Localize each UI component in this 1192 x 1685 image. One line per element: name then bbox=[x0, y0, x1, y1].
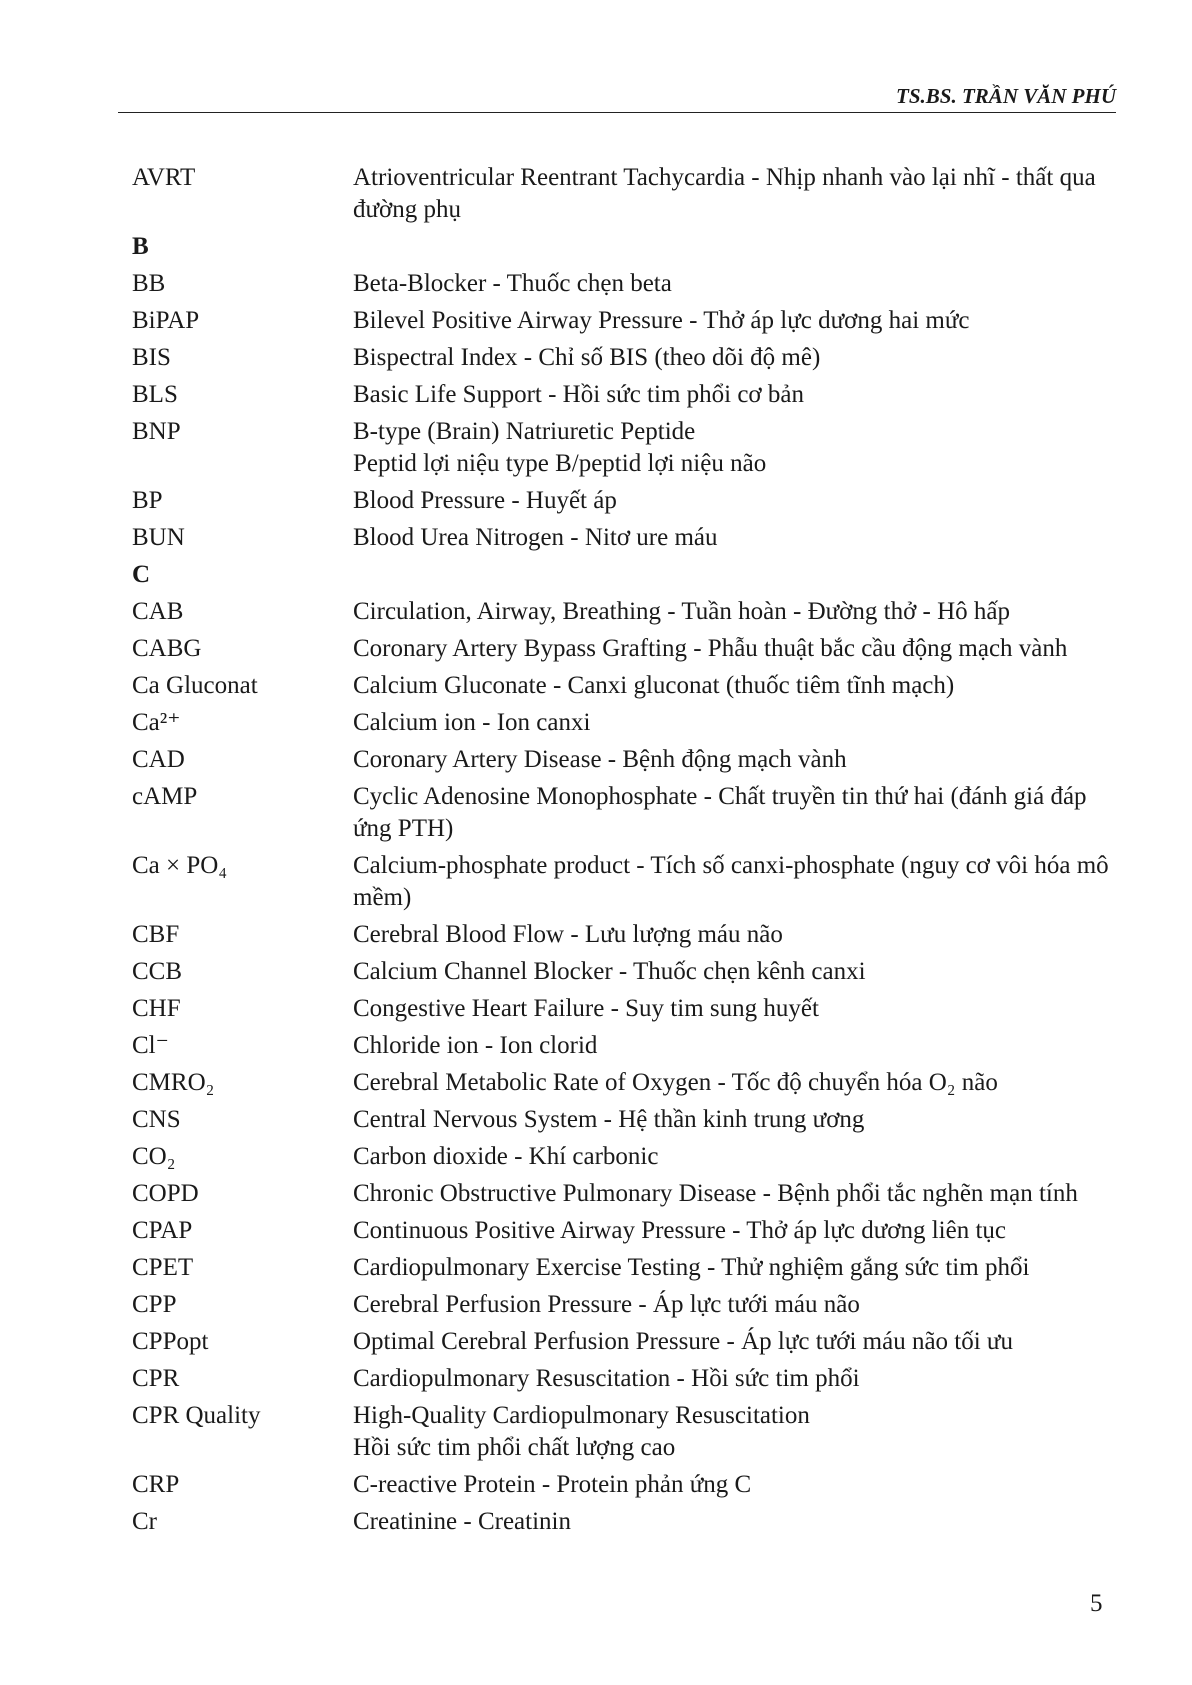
abbreviation: CMRO₂ bbox=[132, 1069, 215, 1096]
definition-line: Bispectral Index - Chỉ số BIS (theo dõi độ mê) bbox=[353, 344, 821, 371]
definition bbox=[353, 744, 1122, 776]
abbreviation: cAMP bbox=[132, 783, 198, 810]
definition-line: Beta-Blocker - Thuốc chẹn beta bbox=[353, 270, 672, 297]
definition bbox=[353, 596, 1122, 628]
glossary-row bbox=[132, 1506, 1122, 1538]
abbreviation: Cr bbox=[132, 1508, 157, 1535]
section-letter-row bbox=[132, 559, 1122, 591]
definition-line: C-reactive Protein - Protein phản ứng C bbox=[353, 1471, 752, 1498]
abbreviation: BB bbox=[132, 270, 166, 297]
abbreviation: BIS bbox=[132, 344, 171, 371]
glossary-row bbox=[132, 596, 1122, 628]
definition-line: Atrioventricular Reentrant Tachycardia - Nhịp nhanh vào lại nhĩ - thất qua đường phụ bbox=[353, 164, 1096, 223]
glossary-row bbox=[132, 268, 1122, 300]
glossary-row bbox=[132, 781, 1122, 845]
definition-line: Continuous Positive Airway Pressure - Thở áp lực dương liên tục bbox=[353, 1217, 1007, 1244]
abbreviation: CABG bbox=[132, 635, 202, 662]
abbreviation: Ca²⁺ bbox=[132, 709, 181, 736]
abbreviation: CNS bbox=[132, 1106, 181, 1133]
definition-line: Blood Pressure - Huyết áp bbox=[353, 487, 617, 514]
glossary-row bbox=[132, 1104, 1122, 1136]
abbreviation: CPR Quality bbox=[132, 1402, 261, 1429]
abbreviation: CPPopt bbox=[132, 1328, 209, 1355]
glossary-row bbox=[132, 1141, 1122, 1173]
definition bbox=[353, 1178, 1122, 1210]
definition bbox=[353, 416, 1122, 480]
glossary-row bbox=[132, 670, 1122, 702]
definition-line: Cerebral Perfusion Pressure - Áp lực tưới máu não bbox=[353, 1291, 860, 1318]
glossary-row bbox=[132, 1252, 1122, 1284]
definition-line: Calcium Channel Blocker - Thuốc chẹn kênh canxi bbox=[353, 958, 866, 985]
glossary-row bbox=[132, 1469, 1122, 1501]
abbreviation: CAD bbox=[132, 746, 185, 773]
definition-line: Calcium-phosphate product - Tích số canxi-phosphate (nguy cơ vôi hóa mô mềm) bbox=[353, 852, 1109, 911]
definition-line: Central Nervous System - Hệ thần kinh trung ương bbox=[353, 1106, 865, 1133]
abbreviation: BNP bbox=[132, 418, 181, 445]
definition bbox=[353, 1326, 1122, 1358]
abbreviation: CBF bbox=[132, 921, 180, 948]
definition-line: Peptid lợi niệu type B/peptid lợi niệu não bbox=[353, 450, 767, 477]
definition-line: Basic Life Support - Hồi sức tim phổi cơ bản bbox=[353, 381, 805, 408]
abbreviation: CPAP bbox=[132, 1217, 193, 1244]
abbreviation: AVRT bbox=[132, 164, 196, 191]
definition-line: Cardiopulmonary Resuscitation - Hồi sức tim phổi bbox=[353, 1365, 860, 1392]
definition bbox=[353, 956, 1122, 988]
page-number: 5 bbox=[1090, 1590, 1103, 1617]
abbreviation: COPD bbox=[132, 1180, 199, 1207]
definition-line: Circulation, Airway, Breathing - Tuần hoàn - Đường thở - Hô hấp bbox=[353, 598, 1011, 625]
abbreviation: Ca × PO₄ bbox=[132, 852, 228, 879]
definition bbox=[353, 1252, 1122, 1284]
glossary-row bbox=[132, 416, 1122, 480]
definition-line: Cyclic Adenosine Monophosphate - Chất truyền tin thứ hai (đánh giá đáp ứng PTH) bbox=[353, 783, 1087, 842]
glossary-row bbox=[132, 1400, 1122, 1464]
glossary-row bbox=[132, 1067, 1122, 1099]
definition bbox=[353, 1400, 1122, 1464]
glossary-row bbox=[132, 379, 1122, 411]
definition bbox=[353, 1289, 1122, 1321]
definition-line: Cerebral Blood Flow - Lưu lượng máu não bbox=[353, 921, 783, 948]
definition-line: Coronary Artery Bypass Grafting - Phẫu thuật bắc cầu động mạch vành bbox=[353, 635, 1068, 662]
glossary-row bbox=[132, 707, 1122, 739]
abbreviation: BUN bbox=[132, 524, 185, 551]
definition-line: Blood Urea Nitrogen - Nitơ ure máu bbox=[353, 524, 718, 551]
glossary-row bbox=[132, 305, 1122, 337]
abbreviation: CPP bbox=[132, 1291, 177, 1318]
definition bbox=[353, 707, 1122, 739]
glossary-row bbox=[132, 1030, 1122, 1062]
definition bbox=[353, 559, 1122, 591]
section-letter: B bbox=[132, 233, 149, 260]
section-letter: C bbox=[132, 561, 151, 588]
glossary-row bbox=[132, 1326, 1122, 1358]
definition-line: Bilevel Positive Airway Pressure - Thở áp lực dương hai mức bbox=[353, 307, 970, 334]
abbreviation: Cl⁻ bbox=[132, 1032, 169, 1059]
definition bbox=[353, 850, 1122, 914]
abbreviation-glossary bbox=[132, 162, 1122, 1543]
definition bbox=[353, 919, 1122, 951]
definition-line: Hồi sức tim phổi chất lượng cao bbox=[353, 1434, 676, 1461]
glossary-row bbox=[132, 633, 1122, 665]
abbreviation: BLS bbox=[132, 381, 178, 408]
definition bbox=[353, 670, 1122, 702]
definition bbox=[353, 1215, 1122, 1247]
glossary-row bbox=[132, 522, 1122, 554]
definition bbox=[353, 781, 1122, 845]
glossary-row bbox=[132, 744, 1122, 776]
definition bbox=[353, 1363, 1122, 1395]
definition bbox=[353, 379, 1122, 411]
definition bbox=[353, 305, 1122, 337]
glossary-row bbox=[132, 850, 1122, 914]
definition bbox=[353, 268, 1122, 300]
definition-line: Creatinine - Creatinin bbox=[353, 1508, 571, 1535]
definition-line: Cerebral Metabolic Rate of Oxygen - Tốc độ chuyển hóa O₂ não bbox=[353, 1069, 998, 1096]
abbreviation: CAB bbox=[132, 598, 184, 625]
abbreviation: CPR bbox=[132, 1365, 180, 1392]
glossary-row bbox=[132, 993, 1122, 1025]
abbreviation: BiPAP bbox=[132, 307, 200, 334]
definition bbox=[353, 342, 1122, 374]
glossary-row bbox=[132, 1215, 1122, 1247]
abbreviation: CRP bbox=[132, 1471, 180, 1498]
glossary-row bbox=[132, 1363, 1122, 1395]
abbreviation: CHF bbox=[132, 995, 181, 1022]
abbreviation: BP bbox=[132, 487, 163, 514]
definition-line: Cardiopulmonary Exercise Testing - Thử nghiệm gắng sức tim phổi bbox=[353, 1254, 1030, 1281]
definition bbox=[353, 231, 1122, 263]
definition-line: Optimal Cerebral Perfusion Pressure - Áp lực tưới máu não tối ưu bbox=[353, 1328, 1013, 1355]
running-header-author: TS.BS. TRẦN VĂN PHÚ bbox=[896, 84, 1116, 108]
definition-line: Calcium Gluconate - Canxi gluconat (thuốc tiêm tĩnh mạch) bbox=[353, 672, 955, 699]
definition bbox=[353, 1030, 1122, 1062]
definition bbox=[353, 1067, 1122, 1099]
definition bbox=[353, 485, 1122, 517]
definition bbox=[353, 1469, 1122, 1501]
header-rule bbox=[118, 112, 1116, 113]
definition bbox=[353, 1506, 1122, 1538]
definition-line: Calcium ion - Ion canxi bbox=[353, 709, 591, 736]
definition bbox=[353, 1141, 1122, 1173]
definition-line: Chronic Obstructive Pulmonary Disease - Bệnh phổi tắc nghẽn mạn tính bbox=[353, 1180, 1078, 1207]
glossary-row bbox=[132, 1289, 1122, 1321]
definition bbox=[353, 633, 1122, 665]
glossary-row bbox=[132, 485, 1122, 517]
definition bbox=[353, 1104, 1122, 1136]
definition-line: Congestive Heart Failure - Suy tim sung huyết bbox=[353, 995, 819, 1022]
abbreviation: CPET bbox=[132, 1254, 194, 1281]
abbreviation: CCB bbox=[132, 958, 183, 985]
definition bbox=[353, 162, 1122, 226]
glossary-row bbox=[132, 919, 1122, 951]
definition bbox=[353, 522, 1122, 554]
definition-line: Carbon dioxide - Khí carbonic bbox=[353, 1143, 659, 1170]
definition-line: B-type (Brain) Natriuretic Peptide bbox=[353, 418, 696, 445]
definition bbox=[353, 993, 1122, 1025]
glossary-row bbox=[132, 956, 1122, 988]
abbreviation: CO₂ bbox=[132, 1143, 176, 1170]
definition-line: Coronary Artery Disease - Bệnh động mạch vành bbox=[353, 746, 847, 773]
glossary-row bbox=[132, 342, 1122, 374]
glossary-row bbox=[132, 162, 1122, 226]
abbreviation: Ca Gluconat bbox=[132, 672, 258, 699]
definition-line: Chloride ion - Ion clorid bbox=[353, 1032, 598, 1059]
definition-line: High-Quality Cardiopulmonary Resuscitation bbox=[353, 1402, 810, 1429]
glossary-row bbox=[132, 1178, 1122, 1210]
section-letter-row bbox=[132, 231, 1122, 263]
